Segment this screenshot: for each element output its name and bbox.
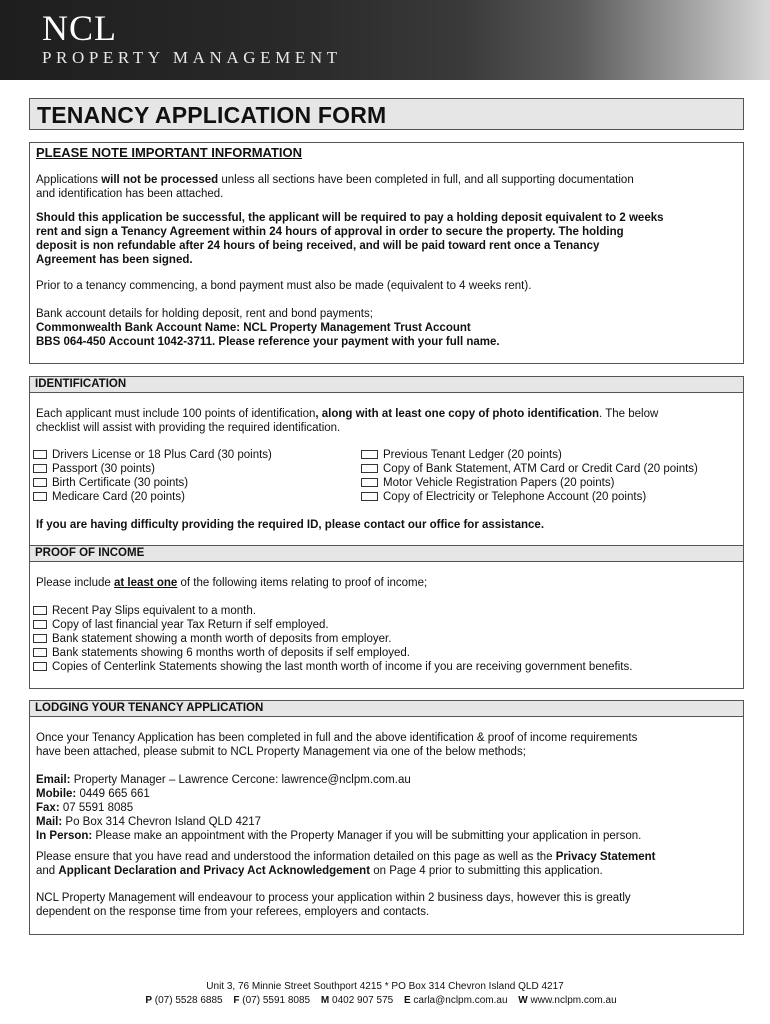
footer-website[interactable]: W www.nclpm.com.au xyxy=(518,995,617,1006)
mobile-line: Mobile: 0449 665 661 xyxy=(36,788,150,800)
checkbox[interactable] xyxy=(361,492,378,501)
fax-line: Fax: 07 5591 8085 xyxy=(36,802,134,814)
checkbox[interactable] xyxy=(361,464,378,473)
form-title-box xyxy=(29,98,744,130)
id-checklist-right xyxy=(361,448,698,504)
footer-fax: F (07) 5591 8085 xyxy=(233,995,311,1006)
logo-subtitle: PROPERTY MANAGEMENT xyxy=(42,48,342,67)
income-checklist-item[interactable]: Copy of last financial year Tax Return if self employed. xyxy=(33,618,632,632)
in-person-line: In Person: Please make an appointment with the Property Manager if you will be submitting your application in person. xyxy=(36,830,642,842)
notice-paragraph-3: Prior to a tenancy commencing, a bond payment must also be made (equivalent to 4 weeks rent). xyxy=(36,280,532,292)
income-section xyxy=(29,545,744,689)
checkbox[interactable] xyxy=(361,478,378,487)
footer-contacts xyxy=(0,994,770,1007)
id-checklist-item[interactable]: Motor Vehicle Registration Papers (20 points) xyxy=(361,476,698,490)
checkbox[interactable] xyxy=(33,648,47,657)
income-checklist-item[interactable]: Bank statements showing 6 months worth of deposits if self employed. xyxy=(33,646,632,660)
identification-help: If you are having difficulty providing the required ID, please contact our office for assistance. xyxy=(36,519,545,531)
lodging-section xyxy=(29,700,744,935)
email-line: Email: Property Manager – Lawrence Cercone: lawrence@nclpm.com.au xyxy=(36,774,411,786)
logo-ncl: NCL xyxy=(42,8,117,48)
notice-paragraph-2: Should this application be successful, the applicant will be required to pay a holding deposit equivalent to 2 weeks rent and sign a Tenancy Agreement within 24 hours of approval in order to secure the property. The holding deposit is non refundable after 24 hours of being received, and will be paid toward rent once a Tenancy Agreement has been signed. xyxy=(36,212,664,266)
checkbox[interactable] xyxy=(33,662,47,671)
checkbox[interactable] xyxy=(33,634,47,643)
footer-address: Unit 3, 76 Minnie Street Southport 4215 * PO Box 314 Chevron Island QLD 4217 xyxy=(206,981,564,992)
checkbox[interactable] xyxy=(33,464,47,473)
footer-mobile: M 0402 907 575 xyxy=(320,995,394,1006)
income-heading: PROOF OF INCOME xyxy=(30,546,743,562)
identification-heading: IDENTIFICATION xyxy=(30,377,743,393)
notice-bank-details: Bank account details for holding deposit, rent and bond payments; Commonwealth Bank Account Name: NCL Property Management Trust Account BBS 064-450 Account 1042-3711. Please reference your payment with your full name. xyxy=(36,308,500,348)
income-checklist-item[interactable]: Recent Pay Slips equivalent to a month. xyxy=(33,604,632,618)
header-banner xyxy=(0,0,770,80)
identification-intro: Each applicant must include 100 points of identification, along with at least one copy of photo identification. The below checklist will assist with providing the required identification. xyxy=(36,408,659,434)
identification-section xyxy=(29,376,744,546)
checkbox[interactable] xyxy=(361,450,378,459)
lodging-contact-methods xyxy=(36,773,741,843)
checkbox[interactable] xyxy=(33,492,47,501)
mail-line: Mail: Po Box 314 Chevron Island QLD 4217 xyxy=(36,816,262,828)
income-intro: Please include at least one of the following items relating to proof of income; xyxy=(36,577,428,589)
lodging-paragraph-2: Please ensure that you have read and understood the information detailed on this page as well as the Privacy Statement and Applicant Declaration and Privacy Act Acknowledgement on Page 4 prior to submitting this application. xyxy=(36,851,656,877)
income-checklist-item[interactable]: Copies of Centerlink Statements showing the last month worth of income if you are receiving government benefits. xyxy=(33,660,632,674)
id-checklist-item[interactable]: Copy of Electricity or Telephone Account (20 points) xyxy=(361,490,698,504)
form-title: TENANCY APPLICATION FORM xyxy=(37,102,387,128)
income-checklist-item[interactable]: Bank statement showing a month worth of deposits from employer. xyxy=(33,632,632,646)
footer-email[interactable]: E carla@nclpm.com.au xyxy=(403,995,508,1006)
id-checklist-item[interactable]: Previous Tenant Ledger (20 points) xyxy=(361,448,698,462)
income-checklist xyxy=(33,604,632,674)
checkbox[interactable] xyxy=(33,620,47,629)
checkbox[interactable] xyxy=(33,606,47,615)
footer-phone: P (07) 5528 6885 xyxy=(145,995,223,1006)
checkbox[interactable] xyxy=(33,450,47,459)
lodging-paragraph-3: NCL Property Management will endeavour to process your application within 2 business days, however this is greatly dependent on the response time from your referees, employers and contacts. xyxy=(36,892,631,918)
checkbox[interactable] xyxy=(33,478,47,487)
id-checklist-item[interactable]: Passport (30 points) xyxy=(33,462,272,476)
notice-heading: PLEASE NOTE IMPORTANT INFORMATION xyxy=(36,145,303,160)
id-checklist-item[interactable]: Birth Certificate (30 points) xyxy=(33,476,272,490)
id-checklist-left xyxy=(33,448,272,504)
notice-section xyxy=(29,142,744,364)
lodging-heading: LODGING YOUR TENANCY APPLICATION xyxy=(30,701,743,717)
notice-paragraph-1: Applications will not be processed unless all sections have been completed in full, and all supporting documentation and identification has been attached. xyxy=(36,174,634,200)
id-checklist-item[interactable]: Copy of Bank Statement, ATM Card or Credit Card (20 points) xyxy=(361,462,698,476)
id-checklist-item[interactable]: Drivers License or 18 Plus Card (30 points) xyxy=(33,448,272,462)
lodging-paragraph-1: Once your Tenancy Application has been completed in full and the above identification & proof of income requirements have been attached, please submit to NCL Property Management via one of the below methods; xyxy=(36,732,638,758)
id-checklist-item[interactable]: Medicare Card (20 points) xyxy=(33,490,272,504)
